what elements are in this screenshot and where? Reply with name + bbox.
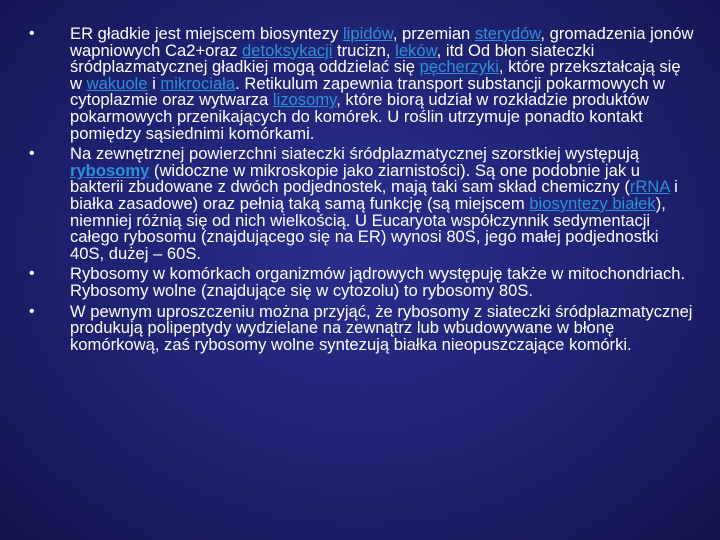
term-link[interactable]: rRNA	[629, 177, 670, 197]
bullet-text: trucizn,	[332, 40, 396, 60]
bullet-text: i białka zasadowe) oraz pełnią taką samą funkcję (są miejscem	[70, 177, 678, 213]
bullet-text: , które biorą udział w rozkładzie produktów pokarmowych przenikających do komórek. U roślin utrzymuje ponadto kontakt pomiędzy sąsiednimi komórkami.	[70, 90, 649, 143]
bullet-text: , przemian	[392, 24, 475, 43]
bullet-dot-icon: •	[29, 145, 35, 163]
bullet-list	[24, 26, 696, 357]
term-link[interactable]: pęcherzyki	[419, 57, 499, 77]
bullet-text: ER gładkie jest miejscem biosyntezy	[70, 24, 343, 43]
term-link[interactable]: wakuole	[86, 73, 148, 93]
bullet-text: W pewnym uproszczeniu można przyjąć, że rybosomy z siateczki śródplazmatycznej produkują polipeptydy wydzielane na zewnątrz lub wbudowywane w błonę komórkową, zaś rybosomy wolne syntezują białka nieopuszczające komórki.	[70, 301, 693, 354]
bullet-text: Na zewnętrznej powierzchni siateczki śródplazmatycznej szorstkiej występują	[70, 144, 640, 164]
bullet-dot-icon: •	[29, 25, 35, 42]
term-link[interactable]: leków	[395, 40, 437, 60]
term-link[interactable]: biosyntezy białek	[529, 193, 656, 213]
term-link[interactable]: rybosomy	[70, 160, 150, 180]
term-link[interactable]: mikrociała	[160, 73, 236, 93]
bullet-text: , gromadzenia jonów wapniowych Ca2+oraz	[70, 24, 694, 60]
bullet-item	[24, 301, 696, 354]
bullet-text: Rybosomy w komórkach organizmów jądrowych występuję także w mitochondriach. Rybosomy wolne (znajdujące się w cytozolu) to rybosomy 80S.	[70, 264, 686, 300]
bullet-item	[24, 266, 696, 299]
bullet-dot-icon: •	[29, 265, 35, 283]
term-link[interactable]: detoksykacji	[242, 40, 333, 60]
term-link[interactable]: lipidów	[342, 24, 393, 43]
bullet-text: (widoczne w mikroskopie jako ziarnistości). Są one podobnie jak u bakterii zbudowane z dwóch podjednostek, mają taki sam skład chemiczny (	[70, 160, 640, 197]
bullet-text: . Retikulum zapewnia transport substancji pokarmowych w cytoplazmie oraz wytwarza	[70, 73, 665, 110]
bullet-dot-icon: •	[29, 302, 35, 320]
bullet-text: , itd Od błon siateczki śródplazmatycznej gładkiej mogą oddzielać się	[70, 40, 595, 77]
term-link[interactable]: sterydów	[474, 24, 541, 43]
term-link[interactable]: lizosomy	[272, 90, 337, 110]
bullet-item	[24, 146, 696, 262]
bullet-text: i	[147, 73, 161, 93]
bullet-text: , które przekształcają się w	[70, 57, 681, 93]
bullet-text: ), niemniej różnią się od nich wielkością. U Eucaryota współczynnik sedymentacji całego rybosomu (znajdującego się na ER) wynosi 80S, jego małej podjednostki 40S, dużej – 60S.	[70, 193, 666, 263]
bullet-item	[24, 26, 696, 142]
